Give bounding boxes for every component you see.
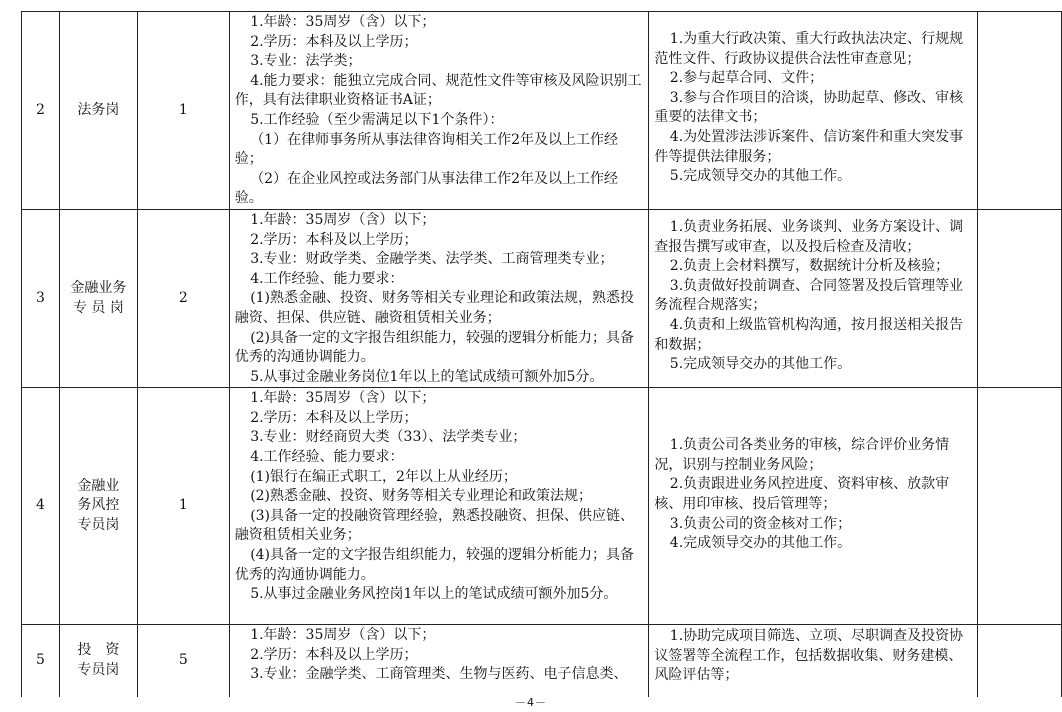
requirement-line: 3.专业：法学类； <box>250 53 362 70</box>
position-name-line: 金融业 <box>77 477 120 494</box>
requirement-line: (1)熟悉金融、投资、财务等相关专业理论和政策法规，熟悉投融资、担保、供应链、融资租赁相关业务； <box>234 290 635 326</box>
requirement-line: (3)具备一定的投融资管理经验，熟悉投融资、担保、供应链、融资租赁相关业务； <box>234 507 635 544</box>
position-name-line: 投 资 <box>77 642 120 659</box>
requirements-cell <box>229 388 649 625</box>
position-name-line: 法务岗 <box>77 101 120 118</box>
requirement-line: (4)具备一定的文字报告组织能力，较强的逻辑分析能力；具备优秀的沟通协调能力。 <box>234 547 635 583</box>
position-name-line: 专 员 岗 <box>72 299 124 316</box>
row-number: 4 <box>22 388 60 625</box>
requirement-line: 4.能力要求：能独立完成合同、规范性文件等审核及风险识别工作，具有法律职业资格证书A证； <box>234 72 642 109</box>
requirement-line: 2.学历：本科及以上学历； <box>250 231 418 248</box>
remarks-cell <box>978 209 1062 387</box>
row-number: 2 <box>22 12 60 210</box>
requirement-line: 1.年龄：35周岁（含）以下； <box>250 627 436 644</box>
page-number: －4－ <box>515 696 547 709</box>
duty-line: 5.完成领导交办的其他工作。 <box>669 356 852 373</box>
requirement-line: (1)银行在编正式职工，2年以上从业经历； <box>250 468 517 485</box>
table-row <box>22 388 1062 625</box>
row-number: 5 <box>22 625 60 697</box>
requirement-line: 5.从事过金融业务岗位1年以上的笔试成绩可额外加5分。 <box>250 368 604 385</box>
requirement-line: 4.工作经验、能力要求： <box>250 449 404 466</box>
requirement-line: 1.年龄：35周岁（含）以下； <box>250 14 436 30</box>
requirement-line: 3.专业：财经商贸大类（33）、法学类专业； <box>250 429 527 446</box>
duties-cell <box>649 209 978 387</box>
duty-line: 5.完成领导交办的其他工作。 <box>669 168 852 185</box>
position-name <box>59 388 137 625</box>
duty-line: 4.为处置涉法涉诉案件、信访案件和重大突发事件等提供法律服务； <box>654 128 964 165</box>
duty-line: 3.参与合作项目的洽谈，协助起草、修改、审核重要的法律文书； <box>654 89 964 126</box>
position-name-line: 金融业务 <box>70 280 127 297</box>
duty-line: 1.为重大行政决策、重大行政执法决定、行规规范性文件、行政协议提供合法性审查意见； <box>654 31 964 67</box>
position-name <box>59 209 137 387</box>
requirement-line: (2)熟悉金融、投资、财务等相关专业理论和政策法规； <box>250 488 593 505</box>
duty-line: 3.负责公司的资金核对工作； <box>669 515 852 532</box>
requirement-line: 3.专业：财政学类、金融学类、法学类、工商管理类专业； <box>250 251 614 268</box>
remarks-cell <box>978 625 1062 697</box>
duty-line: 1.负责公司各类业务的审核，综合评价业务情况，识别与控制业务风险； <box>654 437 950 473</box>
recruitment-table <box>21 11 1062 697</box>
requirement-line: （1）在律师事务所从事法律咨询相关工作2年及以上工作经验； <box>234 131 619 168</box>
requirement-line: 3.专业：金融学类、工商管理类、生物与医药、电子信息类、 <box>250 666 628 683</box>
requirements-cell <box>229 12 649 210</box>
requirements-cell <box>229 209 649 387</box>
position-name <box>59 625 137 697</box>
requirements-cell <box>229 625 649 697</box>
duties-cell <box>649 388 978 625</box>
requirement-line: 2.学历：本科及以上学历； <box>250 33 418 50</box>
duty-line: 3.负责做好投前调查、合同签署及投后管理等业务流程合规落实； <box>654 277 964 314</box>
headcount: 1 <box>137 12 229 210</box>
requirement-line: （2）在企业风控或法务部门从事法律工作2年及以上工作经验。 <box>234 170 619 207</box>
requirement-line: 4.工作经验、能力要求： <box>250 270 404 287</box>
requirement-line: 5.从事过金融业务风控岗1年以上的笔试成绩可额外加5分。 <box>250 586 618 603</box>
duty-line: 1.负责业务拓展、业务谈判、业务方案设计、调查报告撰写或审查，以及投后检查及清收； <box>654 218 964 255</box>
requirement-line: 1.年龄：35周岁（含）以下； <box>250 211 436 228</box>
duty-line: 2.负责跟进业务风控进度、资料审核、放款审核、用印审核、投后管理等； <box>654 476 950 513</box>
duty-line: 2.负责上会材料撰写，数据统计分析及核验； <box>669 258 950 275</box>
position-name-line: 专员岗 <box>77 662 120 679</box>
position-name-line: 专员岗 <box>77 517 120 534</box>
duty-line: 4.完成领导交办的其他工作。 <box>669 535 852 552</box>
position-name-line: 务风控 <box>77 497 120 514</box>
duty-line: 2.参与起草合同、文件； <box>669 70 824 87</box>
table-row <box>22 625 1062 697</box>
row-number: 3 <box>22 209 60 387</box>
table-row <box>22 209 1062 387</box>
requirement-line: (2)具备一定的文字报告组织能力，较强的逻辑分析能力；具备优秀的沟通协调能力。 <box>234 329 635 366</box>
headcount: 2 <box>137 209 229 387</box>
headcount: 1 <box>137 388 229 625</box>
position-name <box>59 12 137 210</box>
duty-line: 4.负责和上级监管机构沟通，按月报送相关报告和数据； <box>654 316 964 353</box>
requirement-line: 2.学历：本科及以上学历； <box>250 646 418 663</box>
requirement-line: 1.年龄：35周岁（含）以下； <box>250 390 436 407</box>
duties-cell <box>649 12 978 210</box>
table-row <box>22 12 1062 210</box>
table-body <box>22 12 1062 697</box>
remarks-cell <box>978 12 1062 210</box>
requirement-line: 5.工作经验（至少需满足以下1个条件）： <box>250 111 504 128</box>
remarks-cell <box>978 388 1062 625</box>
duty-line: 1.协助完成项目筛选、立项、尽职调查及投资协议签署等全流程工作，包括数据收集、财务建模、风险评估等； <box>654 628 964 684</box>
headcount: 5 <box>137 625 229 697</box>
duties-cell <box>649 625 978 697</box>
requirement-line: 2.学历：本科及以上学历； <box>250 409 418 426</box>
